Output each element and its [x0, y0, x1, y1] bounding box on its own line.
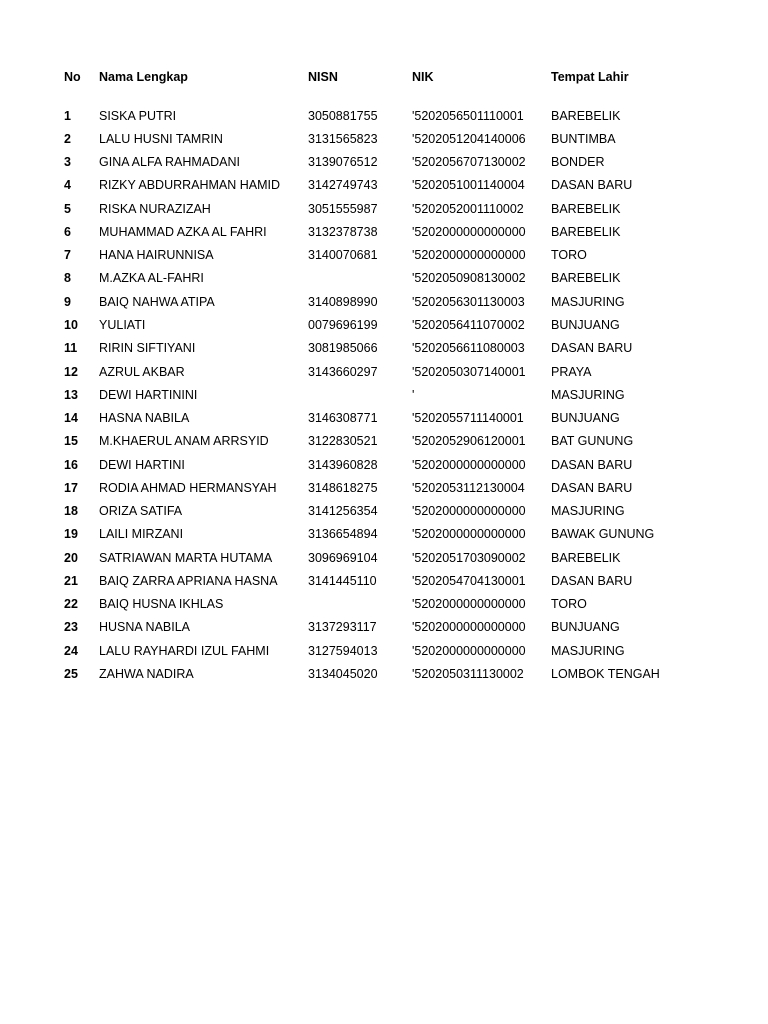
table-row	[58, 313, 705, 336]
cell-nama-lengkap: SISKA PUTRI	[99, 108, 177, 123]
cell-nisn	[302, 383, 406, 406]
table-row	[58, 569, 705, 592]
cell-nisn: 3127594013	[308, 643, 378, 658]
table-row	[58, 546, 705, 569]
cell-nama-lengkap: DEWI HARTININI	[99, 387, 198, 402]
cell-tempat-lahir: MASJURING	[551, 504, 625, 519]
table-row	[58, 127, 705, 150]
cell-no: 7	[64, 248, 71, 263]
cell-nama-lengkap: BAIQ ZARRA APRIANA HASNA	[99, 573, 278, 588]
cell-no: 6	[64, 224, 71, 239]
cell-no: 10	[64, 318, 78, 333]
cell-nama-lengkap: DEWI HARTINI	[99, 457, 185, 472]
cell-nisn: 3146308771	[308, 411, 378, 426]
cell-tempat-lahir: MASJURING	[551, 294, 625, 309]
header-spacer	[58, 89, 705, 104]
cell-nama-lengkap: LALU HUSNI TAMRIN	[99, 131, 223, 146]
cell-tempat-lahir: BAREBELIK	[551, 550, 621, 565]
cell-nisn: 3122830521	[308, 434, 378, 449]
cell-tempat-lahir: MASJURING	[551, 387, 625, 402]
cell-nisn: 3137293117	[308, 620, 377, 635]
cell-nik: '5202056611080003	[412, 341, 525, 356]
table-row	[58, 406, 705, 429]
table-row	[58, 383, 705, 406]
cell-nama-lengkap: RISKA NURAZIZAH	[99, 201, 211, 216]
cell-no: 9	[64, 294, 71, 309]
table-row	[58, 174, 705, 197]
cell-nama-lengkap: HANA HAIRUNNISA	[99, 248, 214, 263]
cell-no: 14	[64, 411, 78, 426]
cell-tempat-lahir: BAREBELIK	[551, 271, 621, 286]
header-tempat-lahir: Tempat Lahir	[551, 70, 629, 84]
cell-nik: '5202052906120001	[412, 434, 526, 449]
cell-no: 15	[64, 434, 78, 449]
cell-no: 23	[64, 620, 78, 635]
cell-nisn: 0079696199	[308, 318, 378, 333]
cell-no: 3	[64, 155, 71, 170]
table-row	[58, 430, 705, 453]
cell-nik: '	[412, 387, 415, 402]
cell-nik: '5202000000000000	[412, 457, 526, 472]
cell-no: 17	[64, 480, 78, 495]
table-row	[58, 104, 705, 127]
header-nama-lengkap: Nama Lengkap	[99, 70, 188, 84]
cell-tempat-lahir: BAREBELIK	[551, 108, 621, 123]
cell-no: 13	[64, 387, 78, 402]
cell-nik: '5202051204140006	[412, 131, 526, 146]
cell-nama-lengkap: HASNA NABILA	[99, 411, 190, 426]
cell-no: 4	[64, 178, 71, 193]
cell-nama-lengkap: HUSNA NABILA	[99, 620, 191, 635]
cell-no: 19	[64, 527, 78, 542]
table-row	[58, 197, 705, 220]
cell-nik: '5202000000000000	[412, 527, 526, 542]
cell-no: 16	[64, 457, 78, 472]
cell-nisn: 3050881755	[308, 108, 378, 123]
cell-tempat-lahir: DASAN BARU	[551, 480, 633, 495]
cell-tempat-lahir: MASJURING	[551, 643, 625, 658]
cell-nisn: 3141256354	[308, 504, 378, 519]
cell-nama-lengkap: RODIA AHMAD HERMANSYAH	[99, 480, 277, 495]
header-nik: NIK	[412, 70, 434, 84]
cell-tempat-lahir: BUNJUANG	[551, 411, 620, 426]
cell-tempat-lahir: BAREBELIK	[551, 224, 621, 239]
cell-tempat-lahir: DASAN BARU	[551, 457, 633, 472]
cell-tempat-lahir: TORO	[551, 597, 587, 612]
cell-nik: '5202056411070002	[412, 318, 525, 333]
cell-nama-lengkap: AZRUL AKBAR	[99, 364, 185, 379]
cell-nik: '5202050307140001	[412, 364, 526, 379]
cell-nama-lengkap: M.KHAERUL ANAM ARRSYID	[99, 434, 269, 449]
table-row	[58, 360, 705, 383]
cell-tempat-lahir: DASAN BARU	[551, 178, 633, 193]
cell-nama-lengkap: BAIQ HUSNA IKHLAS	[99, 597, 224, 612]
cell-tempat-lahir: TORO	[551, 248, 587, 263]
cell-nama-lengkap: RIZKY ABDURRAHMAN HAMID	[99, 178, 281, 193]
cell-nik: '5202056301130003	[412, 294, 525, 309]
table-row	[58, 267, 705, 290]
cell-nik: '5202051001140004	[412, 178, 525, 193]
table-row	[58, 290, 705, 313]
cell-nik: '5202000000000000	[412, 620, 526, 635]
cell-nisn: 3081985066	[308, 341, 378, 356]
table-row	[58, 337, 705, 360]
cell-nama-lengkap: YULIATI	[99, 318, 146, 333]
cell-no: 11	[64, 341, 78, 356]
cell-no: 20	[64, 550, 78, 565]
table-row	[58, 616, 705, 639]
cell-nisn: 3131565823	[308, 131, 378, 146]
cell-no: 8	[64, 271, 71, 286]
cell-nik: '5202051703090002	[412, 550, 526, 565]
cell-nisn	[302, 593, 406, 616]
student-table	[58, 65, 705, 686]
cell-nik: '5202000000000000	[412, 224, 526, 239]
cell-nik: '5202054704130001	[412, 573, 526, 588]
cell-nama-lengkap: SATRIAWAN MARTA HUTAMA	[99, 550, 273, 565]
cell-nisn: 3141445110	[308, 573, 377, 588]
cell-nisn: 3134045020	[308, 667, 378, 681]
cell-tempat-lahir: BAWAK GUNUNG	[551, 527, 655, 542]
table-row	[58, 662, 705, 685]
cell-nama-lengkap: ORIZA SATIFA	[99, 504, 183, 519]
cell-no: 21	[64, 573, 78, 588]
cell-nisn: 3143660297	[308, 364, 378, 379]
cell-nik: '5202000000000000	[412, 643, 526, 658]
cell-tempat-lahir: BUNTIMBA	[551, 131, 616, 146]
cell-nisn	[302, 267, 406, 290]
cell-nik: '5202056707130002	[412, 155, 526, 170]
cell-nisn: 3139076512	[308, 155, 378, 170]
cell-no: 18	[64, 504, 78, 519]
cell-nisn: 3142749743	[308, 178, 378, 193]
cell-nik: '5202053112130004	[412, 480, 525, 495]
cell-no: 5	[64, 201, 71, 216]
header-row	[58, 65, 705, 89]
cell-tempat-lahir: DASAN BARU	[551, 573, 633, 588]
cell-nisn: 3148618275	[308, 480, 378, 495]
cell-nisn: 3132378738	[308, 224, 378, 239]
cell-tempat-lahir: PRAYA	[551, 364, 592, 379]
cell-nisn: 3140070681	[308, 248, 378, 263]
cell-nama-lengkap: LAILI MIRZANI	[99, 527, 184, 542]
cell-tempat-lahir: DASAN BARU	[551, 341, 633, 356]
cell-tempat-lahir: BUNJUANG	[551, 620, 620, 635]
table-header	[58, 65, 705, 89]
cell-tempat-lahir: BUNJUANG	[551, 318, 620, 333]
cell-tempat-lahir: BAT GUNUNG	[551, 434, 634, 449]
cell-tempat-lahir: BAREBELIK	[551, 201, 621, 216]
cell-nama-lengkap: MUHAMMAD AZKA AL FAHRI	[99, 224, 267, 239]
cell-nama-lengkap: BAIQ NAHWA ATIPA	[99, 294, 215, 309]
cell-nik: '5202050908130002	[412, 271, 526, 286]
cell-nik: '5202052001110002	[412, 201, 524, 216]
cell-no: 2	[64, 131, 71, 146]
cell-nisn: 3096969104	[308, 550, 378, 565]
cell-nama-lengkap: GINA ALFA RAHMADANI	[99, 155, 241, 170]
cell-nik: '5202056501110001	[412, 108, 524, 123]
table-row	[58, 593, 705, 616]
table-row	[58, 500, 705, 523]
cell-nik: '5202055711140001	[412, 411, 524, 426]
header-no: No	[64, 70, 81, 84]
table-row	[58, 476, 705, 499]
table-row	[58, 639, 705, 662]
cell-nik: '5202050311130002	[412, 667, 524, 681]
cell-nama-lengkap: ZAHWA NADIRA	[99, 667, 194, 681]
header-nisn: NISN	[308, 70, 338, 84]
cell-nama-lengkap: M.AZKA AL-FAHRI	[99, 271, 204, 286]
table-row	[58, 220, 705, 243]
cell-nik: '5202000000000000	[412, 248, 526, 263]
cell-no: 22	[64, 597, 78, 612]
cell-nama-lengkap: LALU RAYHARDI IZUL FAHMI	[99, 643, 270, 658]
table-row	[58, 151, 705, 174]
cell-tempat-lahir: LOMBOK TENGAH	[551, 667, 660, 681]
cell-nik: '5202000000000000	[412, 504, 526, 519]
table-row	[58, 244, 705, 267]
cell-no: 1	[64, 108, 71, 123]
cell-no: 24	[64, 643, 78, 658]
cell-tempat-lahir: BONDER	[551, 155, 605, 170]
cell-nisn: 3143960828	[308, 457, 378, 472]
cell-no: 12	[64, 364, 78, 379]
table-row	[58, 453, 705, 476]
table-row	[58, 523, 705, 546]
cell-nama-lengkap: RIRIN SIFTIYANI	[99, 341, 196, 356]
cell-nisn: 3051555987	[308, 201, 378, 216]
cell-nisn: 3140898990	[308, 294, 378, 309]
cell-no: 25	[64, 667, 78, 681]
cell-nisn: 3136654894	[308, 527, 378, 542]
table-body	[58, 89, 705, 686]
cell-nik: '5202000000000000	[412, 597, 526, 612]
